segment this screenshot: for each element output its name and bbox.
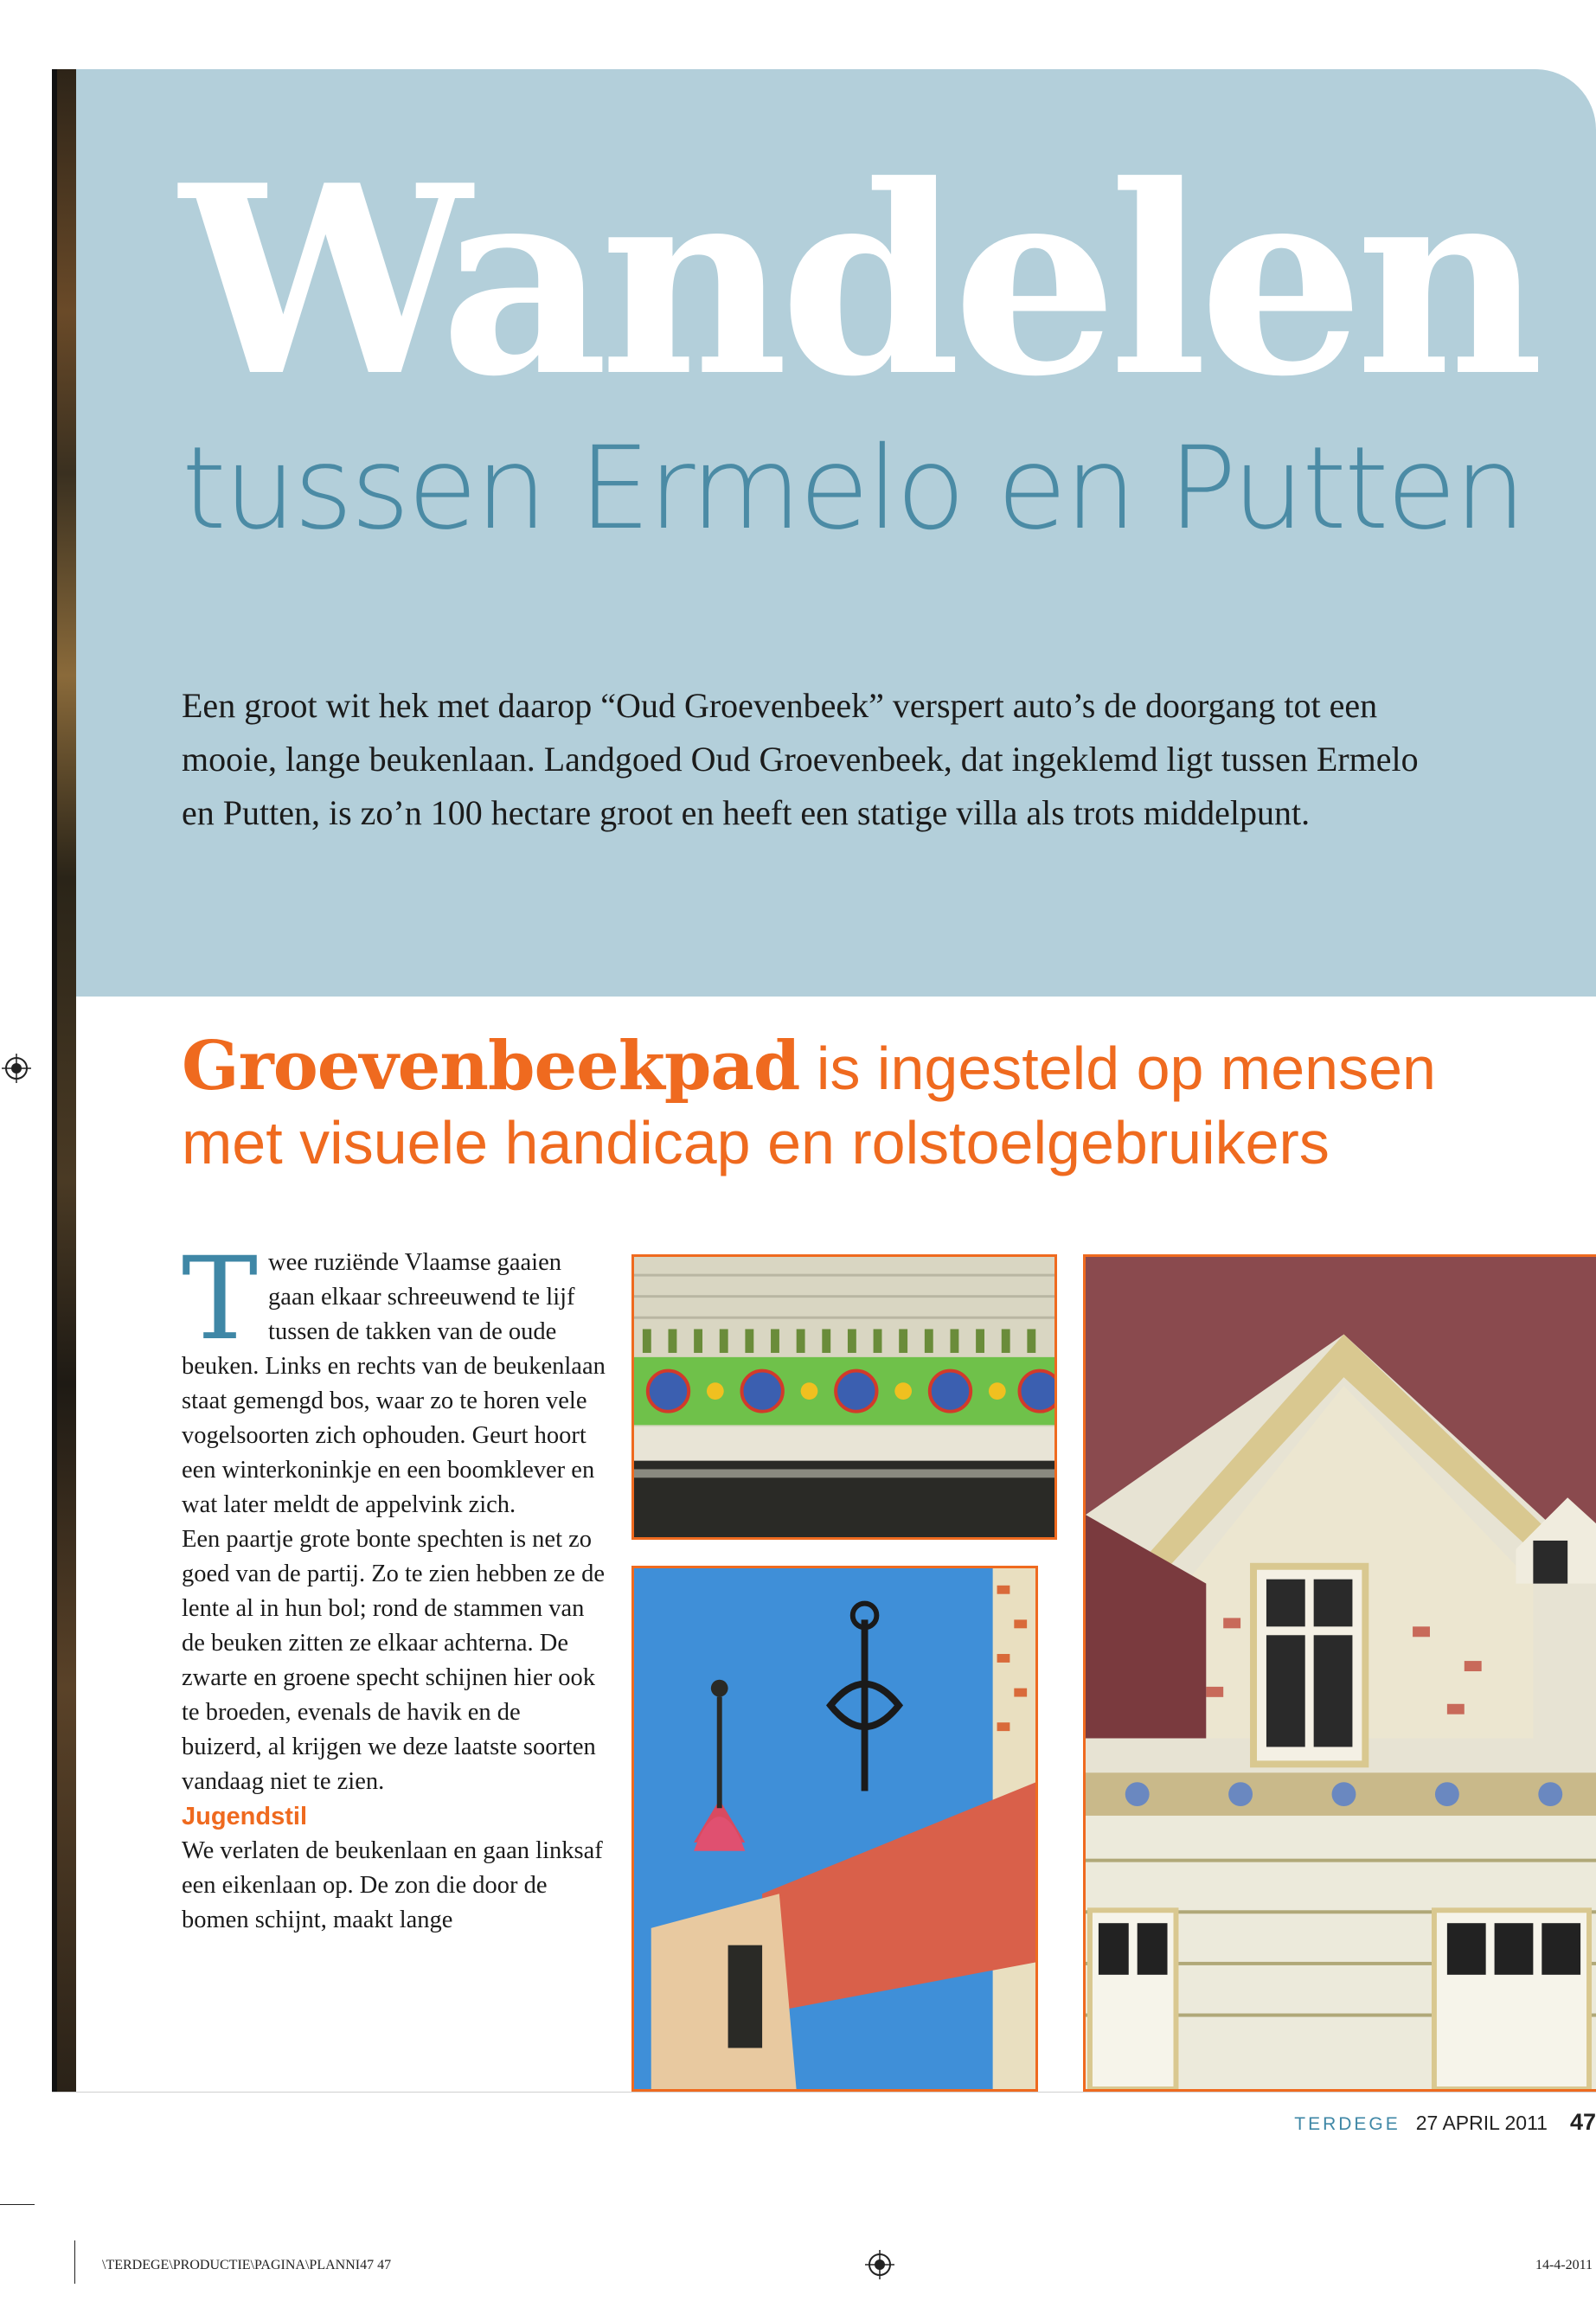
- page-number: 47: [1569, 2109, 1596, 2135]
- headline-line2: met visuele handicap en rolstoelgebruikers: [182, 1109, 1330, 1176]
- body-paragraph-1-text: wee ruziënde Vlaamse gaaien gaan elkaar schreeuwend te lijf tussen de takken van de oude beuken. Links en rechts van de beukenlaan staat gemengd bos, waar zo te horen vele vogelsoorten zich ophouden. Geurt hoort een winterkoninkje en een boomklever en wat later meldt de appelvink zich.: [182, 1249, 606, 1518]
- registration-mark-bottom-icon: [865, 2250, 894, 2279]
- article-title: Wandelen: [180, 128, 1535, 433]
- page-footer: [1294, 2109, 1596, 2136]
- body-paragraph-3: We verlaten de beukenlaan en gaan linksaf een eikenlaan op. De zon die door de bomen schijnt, maakt lange: [182, 1837, 603, 1933]
- registration-mark-left-icon: [2, 1054, 31, 1083]
- print-slug-path: \TERDEGE\PRODUCTIE\PAGINA\PLANNI47 47: [102, 2258, 392, 2272]
- headline-bold: Groevenbeekpad: [182, 1027, 800, 1106]
- dropcap: T: [182, 1233, 259, 1366]
- photo-villa-facade: [1083, 1254, 1596, 2092]
- article-intro: Een groot wit hek met daarop “Oud Groevenbeek” verspert auto’s de doorgang tot een mooie, lange beukenlaan. Landgoed Oud Groevenbeek, dat ingeklemd ligt tussen Ermelo en Putten, is zo’n 100 hectare groot en heeft een statige villa als trots middelpunt.: [182, 686, 1419, 832]
- body-column: [182, 1233, 606, 1938]
- crop-mark-left: [0, 2204, 35, 2205]
- body-paragraph-1: [182, 1233, 606, 1522]
- section-headline: [182, 1029, 1566, 1180]
- left-edge-border: [52, 69, 57, 2092]
- photo-tile-frieze: [631, 1254, 1057, 1540]
- footer-rule: [52, 2092, 1596, 2093]
- footer-brand: TERDEGE: [1294, 2114, 1401, 2134]
- body-subhead: Jugendstil: [182, 1803, 308, 1830]
- body-paragraph-2: Een paartje grote bonte spechten is net zo goed van de partij. Zo te zien hebben ze de lente al in hun bol; rond de stammen van de beuken zitten ze elkaar achterna. De zwarte en groene specht schijnen hier ook te broeden, evenals de havik en de buizerd, al krijgen we deze laatste soorten vandaag niet te zien.: [182, 1526, 606, 1795]
- photo-spire-dormer: [631, 1566, 1038, 2092]
- headline-rest: is ingesteld op mensen: [799, 1035, 1436, 1102]
- article-subtitle: tussen Ermelo en Putten: [182, 422, 1524, 555]
- footer-date: 27 APRIL 2011: [1415, 2112, 1548, 2134]
- crop-mark-bottom: [74, 2240, 75, 2284]
- print-slug-date: 14-4-2011: [1535, 2258, 1593, 2272]
